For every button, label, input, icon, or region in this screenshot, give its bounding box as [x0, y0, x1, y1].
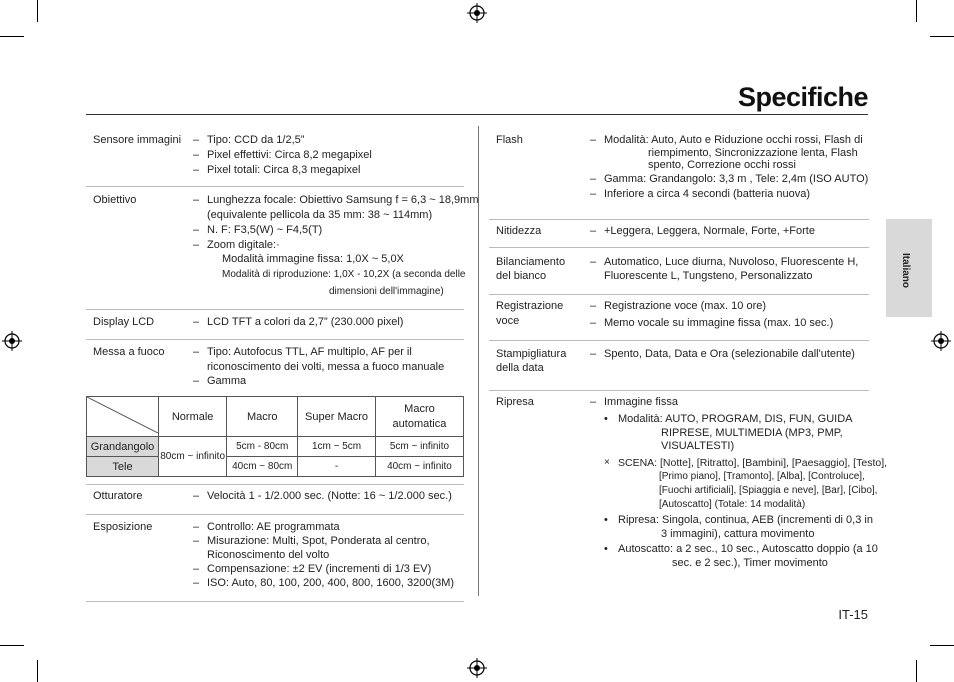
scene-line [618, 456, 887, 470]
table-corner-cell [87, 397, 159, 437]
flash-line: spento, Correzione occhi rossi [648, 159, 796, 171]
exposure-line: Riconoscimento del volto [207, 549, 330, 561]
row-divider [489, 340, 869, 341]
page-number: IT-15 [838, 607, 868, 622]
bullet: • [604, 413, 608, 425]
dash: – [590, 225, 597, 237]
crop-mark [37, 0, 38, 22]
drive-line: Ripresa: Singola, continua, AEB (incrementi di 0,3 in [618, 514, 873, 526]
table-cell: - [298, 457, 376, 477]
dash: – [193, 535, 200, 547]
scene-line: [Autoscatto] (Totale: 14 modalità) [659, 499, 806, 510]
dash: – [590, 348, 597, 360]
flash-label: Flash [496, 134, 523, 146]
dash: – [193, 375, 200, 387]
shooting-mode-line: VISUALTESTI) [661, 440, 735, 452]
table-cell: 5cm ~ infinito [375, 437, 463, 457]
dash: – [193, 490, 200, 502]
sensor-line: Pixel effettivi: Circa 8,2 megapixel [207, 149, 372, 161]
sensor-label: Sensore immagini [93, 134, 182, 146]
table-cell: 40cm ~ 80cm [227, 457, 298, 477]
table-cell: 80cm ~ infinito [159, 437, 227, 477]
crop-mark [930, 36, 954, 37]
page-title: Specifiche [737, 82, 868, 112]
voice-line: Memo vocale su immagine fissa (max. 10 sec.) [604, 317, 834, 329]
dash: – [193, 194, 200, 206]
registration-mark-icon [467, 3, 487, 23]
registration-mark-icon [931, 331, 951, 351]
dash: – [193, 346, 200, 358]
crop-mark [0, 645, 24, 646]
crop-mark [916, 660, 917, 682]
lens-line: (equivalente pellicola da 35 mm: 38 ~ 114mm) [207, 209, 433, 221]
focus-line: riconoscimento dei volti, messa a fuoco manuale [207, 361, 445, 373]
shooting-line: Immagine fissa [604, 396, 678, 408]
lens-line: Zoom digitale:· [207, 239, 280, 251]
lcd-label: Display LCD [93, 316, 155, 328]
table-header: Macro [227, 397, 298, 437]
dash: – [193, 316, 200, 328]
language-label: Italiano [900, 252, 912, 289]
self-timer-line: sec. e 2 sec.), Timer movimento [672, 557, 828, 569]
crop-mark [930, 645, 954, 646]
white-balance-line: Automatico, Luce diurna, Nuvoloso, Fluorescente H, [604, 256, 859, 268]
shutter-label: Otturatore [93, 490, 143, 502]
self-timer-line: Autoscatto: a 2 sec., 10 sec., Autoscatto doppio (a 10 [618, 543, 878, 555]
table-header [375, 397, 463, 437]
sharpness-label: Nitidezza [496, 225, 542, 237]
drive-line: 3 immagini), cattura movimento [661, 528, 815, 540]
voice-label: Registrazione [496, 300, 564, 312]
dash: – [193, 563, 200, 575]
dash: – [590, 300, 597, 312]
sensor-line: Pixel totali: Circa 8,3 megapixel [207, 164, 361, 176]
row-divider [489, 219, 869, 220]
header-line: automatica [392, 417, 447, 430]
row-divider [86, 484, 464, 485]
lens-line: Modalità di riproduzione: 1,0X - 10,2X (a seconda delle [222, 269, 466, 280]
scene-line: [Primo piano], [Tramonto], [Alba], [Controluce], [659, 471, 865, 482]
scene-line-text: SCENA: [Notte], [Ritratto], [Bambini], [Paesaggio], [Testo], [618, 457, 888, 469]
white-balance-label: Bilanciamento [496, 256, 566, 268]
registration-mark-icon [467, 658, 487, 678]
lens-label: Obiettivo [93, 194, 137, 206]
dash: – [590, 317, 597, 329]
table-header: Super Macro [298, 397, 376, 437]
exposure-line: Controllo: AE programmata [207, 521, 340, 533]
dash: – [590, 173, 597, 185]
dash: – [193, 239, 200, 251]
imprint-label: Stampigliatura [496, 348, 567, 360]
focus-range-table [86, 396, 464, 477]
focus-label: Messa a fuoco [93, 346, 165, 358]
dash: – [193, 577, 200, 589]
bullet: • [604, 514, 608, 526]
focus-line: Gamma [207, 375, 247, 387]
table-row-header: Tele [87, 457, 159, 477]
exposure-line: ISO: Auto, 80, 100, 200, 400, 800, 1600, 3200(3M) [207, 577, 455, 589]
header-line: Macro [404, 402, 435, 415]
lens-line: Lunghezza focale: Obiettivo Samsung f = 6,3 ~ 18,9mm [207, 194, 479, 206]
crop-mark [37, 660, 38, 682]
flash-line: riempimento, Sincronizzazione lenta, Flash [648, 147, 858, 159]
cross-bullet: × [604, 457, 610, 468]
imprint-line: Spento, Data, Data e Ora (selezionabile dall'utente) [604, 348, 855, 360]
shooting-label: Ripresa [496, 396, 534, 408]
crop-mark [0, 36, 24, 37]
dash: – [193, 224, 200, 236]
dash: – [193, 164, 200, 176]
dash: – [193, 134, 200, 146]
row-divider [489, 294, 869, 295]
row-divider [86, 309, 464, 310]
exposure-line: Misurazione: Multi, Spot, Ponderata al centro, [207, 535, 430, 547]
lens-line: dimensioni dell'immagine) [329, 286, 444, 297]
dash: – [590, 134, 597, 146]
focus-line: Tipo: Autofocus TTL, AF multiplo, AF per il [207, 346, 412, 358]
scene-line: [Fuochi artificiali], [Spiaggia e neve], [Bar], [Cibo], [659, 485, 878, 496]
white-balance-line: Fluorescente L, Tungsteno, Personalizzato [604, 270, 813, 282]
lens-line: Modalità immagine fissa: 1,0X ~ 5,0X [222, 253, 404, 265]
white-balance-label: del bianco [496, 270, 547, 282]
diagonal-line [87, 397, 158, 433]
table-cell: 1cm ~ 5cm [298, 437, 376, 457]
exposure-line: Compensazione: ±2 EV (incrementi di 1/3 EV) [207, 563, 432, 575]
table-row-header: Grandangolo [87, 437, 159, 457]
sensor-line: Tipo: CCD da 1/2,5” [207, 134, 305, 146]
row-divider [86, 339, 464, 340]
shooting-mode-line: RIPRESE, MULTIMEDIA (MP3, PMP, [661, 427, 843, 439]
registration-mark-icon [2, 331, 22, 351]
table-cell: 5cm - 80cm [227, 437, 298, 457]
shutter-line: Velocità 1 - 1/2.000 sec. (Notte: 16 ~ 1/2.000 sec.) [207, 490, 452, 502]
language-side-tab [886, 219, 932, 317]
lens-line: N. F: F3,5(W) ~ F4,5(T) [207, 224, 323, 236]
title-rule [86, 114, 868, 115]
flash-line: Gamma: Grandangolo: 3,3 m , Tele: 2,4m (ISO AUTO) [604, 173, 869, 185]
row-divider [489, 390, 869, 391]
shooting-mode-line: Modalità: AUTO, PROGRAM, DIS, FUN, GUIDA [618, 413, 853, 425]
table-cell: 40cm ~ infinito [375, 457, 463, 477]
dash: – [193, 149, 200, 161]
dash: – [590, 396, 597, 408]
voice-line: Registrazione voce (max. 10 ore) [604, 300, 767, 312]
row-divider [86, 601, 464, 602]
sharpness-line: +Leggera, Leggera, Normale, Forte, +Forte [604, 225, 815, 237]
lcd-line: LCD TFT a colori da 2,7” (230.000 pixel) [207, 316, 404, 328]
table-header: Normale [159, 397, 227, 437]
crop-mark [916, 0, 917, 22]
row-divider [86, 186, 464, 187]
dash: – [590, 188, 597, 200]
dash: – [193, 521, 200, 533]
exposure-label: Esposizione [93, 521, 153, 533]
row-divider [86, 514, 464, 515]
imprint-label: della data [496, 362, 544, 374]
bullet: • [604, 543, 608, 555]
flash-line: Inferiore a circa 4 secondi (batteria nuova) [604, 188, 811, 200]
row-divider [489, 247, 869, 248]
flash-line: Modalità: Auto, Auto e Riduzione occhi rossi, Flash di [604, 134, 863, 146]
voice-label: voce [496, 315, 520, 327]
dash: – [590, 256, 597, 268]
